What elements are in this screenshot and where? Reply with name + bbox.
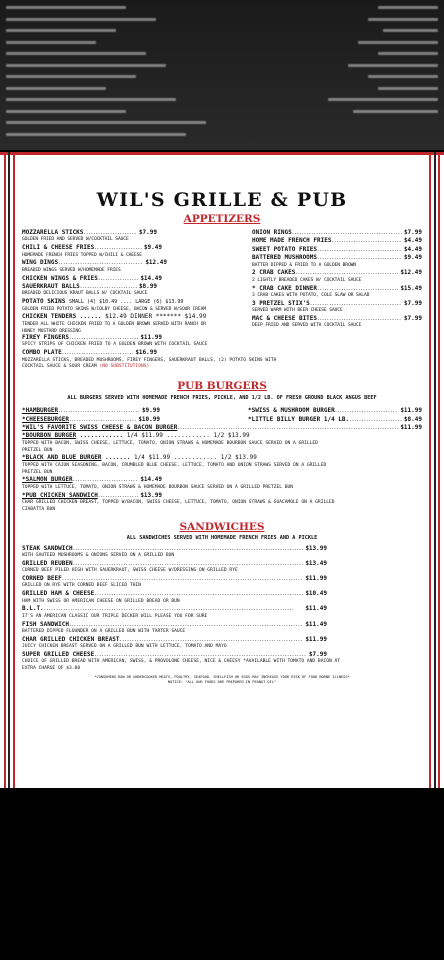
menu-item: WING DINGS ..... $12.49 BREADED WINGS SERVED W/HOMEMADE FRIES — [22, 259, 248, 274]
food-safety-notice: *CONSUMING RAW OR UNDERCOOKED MEATS, POULTRY, SEAFOOD, SHELLFISH OR EGGS MAY INCREASE YOUR RISK OF FOOD BORNE ILLNESS* — [94, 675, 350, 680]
menu-item: SWEET POTATO FRIES ..... $4.49 — [252, 246, 422, 254]
menu-sheet — [0, 152, 444, 788]
sandwiches-list — [22, 545, 422, 660]
burgers-subtitle: ALL BURGERS SERVED WITH HOMEMADE FRENCH FRIES, PICKLE, AND 1/2 LB. OF FRESH GROUND BLACK ANGUS BEEF — [67, 395, 377, 402]
appetizers-right-column — [252, 229, 422, 334]
burgers-list — [22, 407, 422, 513]
menu-item: BATTERED MUSHROOMS ..... $9.49 BATTER DIPPED & FRIED TO A GOLDEN BROWN — [252, 254, 422, 269]
menu-content — [22, 152, 422, 684]
photo-background-bottom — [0, 788, 444, 960]
blurred-text-row — [6, 2, 438, 14]
sandwiches-subtitle: ALL SANDWICHES SERVED WITH HOMEMADE FRENCH FRIES AND A PICKLE — [126, 534, 318, 541]
blurred-text-row — [6, 83, 438, 95]
pub-burgers-heading: PUB BURGERS — [177, 380, 267, 393]
menu-item-firey-fingers: FIREY FINGERS ..... $11.99 SPICY STRIPS OF CHICKEN FRIED TO A GOLDEN BROWN WITH COCKTAIL SAUCE — [22, 334, 422, 349]
menu-item-bourbon: *BOURBON BURGER ............ 1/4 $11.99 ............ 1/2 $13.99 TOPPED WITH BACON, SWISS CHEESE, LETTUCE, TOMATO, ONION STRAWS & HOMEMADE BOURBON SAUCE SERVED ON A GRILLED PRETZEL BUN — [22, 432, 318, 453]
menu-item: 3 PRETZEL STIX'S ..... $7.99 SERVED WARM WITH BEER CHEESE SAUCE — [252, 300, 422, 315]
menu-item-salmon: *SALMON BURGER ..... $14.49 TOPPED WITH LETTUCE, TOMATO, ONION STRAWS & HOMEMADE BOURBON SAUCE SERVED ON A GRILLED PRETZEL BUN — [22, 476, 422, 491]
blurred-text-row — [6, 117, 438, 129]
menu-item: CORNED BEEF ..... $11.99 GRILLED ON RYE WITH CORNED BEEF SLICED THIN — [22, 575, 422, 590]
menu-item: B.L.T. ..... $11.49 IT'S AN AMERICAN CLASSIC OUR TRIPLE DECKER WILL PLEASE YOU FOR SURE — [22, 605, 422, 620]
menu-item: MAC & CHEESE BITES ..... $7.99 DEEP FRIED AND SERVED WITH COCKTAIL SAUCE — [252, 315, 422, 330]
menu-title: WIL'S GRILLE & PUB — [96, 189, 348, 211]
grilled-cheese-desc: CHOICE OF GRILLED BREAD WITH AMERICAN, SWISS, & PROVOLONE CHEESE, NICE & CHEESY *AVAILABLE WITH TOMATO AND BACON AT — [22, 659, 341, 665]
appetizers-columns — [22, 229, 422, 334]
blurred-text-row — [6, 71, 438, 83]
menu-item: GRILLED HAM & CHEESE ..... $10.49 HAM WITH SWISS OR AMERICAN CHEESE ON GRILLED BREAD OR BUN — [22, 590, 422, 605]
blurred-text-row — [6, 60, 438, 72]
menu-item: *WIL'S FAVORITE SWISS CHEESE & BACON BURGER ..... $11.99 — [22, 424, 422, 432]
blurred-text-row — [6, 106, 438, 118]
menu-item: HOME MADE FRENCH FRIES ..... $4.49 — [252, 237, 422, 245]
appetizers-left-column — [22, 229, 248, 334]
no-substitutions-note: (NO SUBSTITUTIONS) — [99, 364, 150, 370]
menu-item-row: *HAMBURGER ..... $9.99 *SWISS & MUSHROOM BURGER ..... $11.99 — [22, 407, 422, 415]
menu-item: CHAR GRILLED CHICKEN BREAST ..... $11.99 JUICY CHICKEN BREAST SERVED ON A GRILLED BUN WITH LETTUCE, TOMATO AND MAYO — [22, 636, 422, 651]
menu-item: * CRAB CAKE DINNER ..... $15.49 3 CRAB CAKES WITH POTATO, COLE SLAW OR SALAD — [252, 285, 422, 300]
sandwiches-heading: SANDWICHES — [179, 520, 265, 533]
menu-item: CHICKEN WINGS & FRIES ..... $14.49 — [22, 275, 248, 283]
blurred-text-row — [6, 25, 438, 37]
menu-item-combo-plate: COMBO PLATE ..... $16.99 MOZZARELLA STICKS, BREADED MUSHROOMS, FIREY FINGERS, SAUERKRAUT BALLS, (2) POTATO SKINS WITH COCKTAIL SAUCE & SOUR CREAM (NO SUBSTITUTIONS) — [22, 349, 422, 371]
peanut-oil-notice: NOTICE: "ALL OUR FOODS ARE PREPARED IN PEANUT OIL" — [167, 679, 277, 684]
menu-item: MOZZARELLA STICKS ..... $7.99 GOLDEN FRIED AND SERVED W/COCKTAIL SAUCE — [22, 229, 248, 244]
blurred-text-row — [6, 129, 438, 141]
menu-item-chicken-tenders: CHICKEN TENDERS ...... $12.49 DINNER ******* $14.99 TENDER ALL WHITE CHICKEN FRIED TO A GOLDEN BROWN SERVED WITH RANCH OR HONEY MUSTARD DRESSING — [22, 313, 207, 334]
grilled-cheese-desc-2: EXTRA CHARGE OF $3.00 — [22, 666, 81, 672]
appetizers-heading: APPETIZERS — [183, 213, 261, 225]
blurred-text-row — [6, 94, 438, 106]
menu-item: SUPER GRILLED CHEESE ..... $7.99 — [22, 651, 422, 659]
menu-item: GRILLED REUBEN ..... $13.49 CORNED BEEF PILED HIGH WITH SAUERKRAUT, SWISS CHEESE W/DRESSING ON GRILLED RYE — [22, 560, 422, 575]
menu-item-black-blue: *BLACK AND BLUE BURGER ....... 1/4 $11.99 ............ 1/2 $13.99 TOPPED WITH CAJUN SEASONING, BACON, CRUMBLED BLUE CHEESE, LETTUCE, TOMATO AND ONION STRAWS SERVED ON A GRILLED PRETZEL BUN — [22, 454, 327, 475]
blurred-text-row — [6, 48, 438, 60]
menu-item: FISH SANDWICH ..... $11.49 BATTERED DIPPED FLOUNDER ON A GRILLED BUN WITH TARTER SAUCE — [22, 621, 422, 636]
menu-item: 2 CRAB CAKES ..... $12.49 2 LIGHTLY BREADED CAKES W/ COCKTAIL SAUCE — [252, 269, 422, 284]
blurred-text-row — [6, 37, 438, 49]
menu-item: SAUERKRAUT BALLS ..... $8.99 BREADED DELICIOUS KRAUT BALLS W/ COCKTAIL SAUCE — [22, 283, 248, 298]
menu-item: ONION RINGS ..... $7.99 — [252, 229, 422, 237]
menu-item: STEAK SANDWICH ..... $13.99 WITH SAUTEED MUSHROOMS & ONIONS SERVED ON A GRILLED BUN — [22, 545, 422, 560]
menu-item: CHILI & CHEESE FRIES ..... $9.49 HOMEMADE FRENCH FRIES TOPPED W/CHILI & CHEESE — [22, 244, 248, 259]
menu-item-row: *CHEESEBURGER ..... $10.99 *LITTLE BILLY BURGER 1/4 LB. ..... $8.49 — [22, 416, 422, 424]
blurred-menu-photo-top — [0, 0, 444, 150]
menu-item-chicken-sandwich: *PUB CHICKEN SANDWICH ..... $13.99 CHAR GRILLED CHICKEN BREAST, TOPPED W/BACON, SWISS CHEESE, LETTUCE, TOMATO, ONION STRAWS & GUACAMOLE ON A GRILLED CIABATTA BUN — [22, 492, 422, 514]
menu-item-potato-skins: POTATO SKINS SMALL (4) $10.49 .... LARGE (6) $13.99 GOLDEN FRIED POTATO SKINS W/COLBY CHEESE, BACON & SERVED W/SOUR CREAM — [22, 298, 206, 312]
blurred-text-row — [6, 14, 438, 26]
